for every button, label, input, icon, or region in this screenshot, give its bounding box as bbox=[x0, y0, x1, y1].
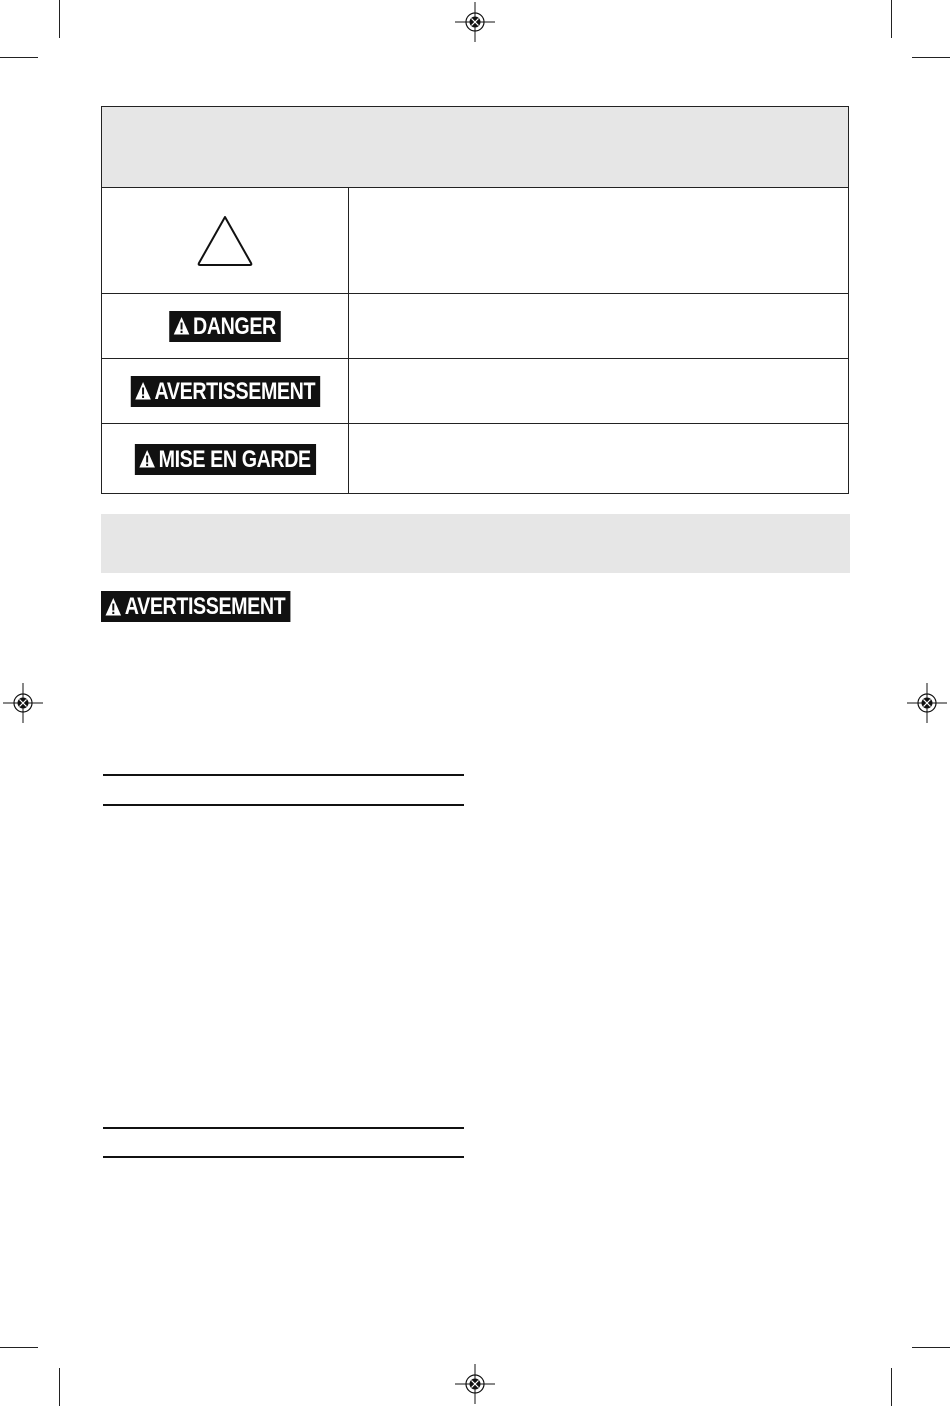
caution-badge bbox=[135, 444, 316, 475]
crop-mark bbox=[0, 1347, 38, 1348]
registration-mark-icon bbox=[907, 683, 947, 723]
signal-word-table bbox=[101, 106, 849, 494]
crop-mark bbox=[59, 1368, 60, 1406]
table-cell-description bbox=[349, 188, 848, 293]
registration-mark-icon bbox=[3, 683, 43, 723]
warning-section-badge-wrap bbox=[101, 591, 309, 622]
warning-triangle-icon bbox=[134, 381, 150, 401]
section-rule bbox=[103, 1156, 464, 1158]
warning-triangle-icon bbox=[139, 449, 155, 469]
crop-mark bbox=[912, 57, 950, 58]
table-cell-description bbox=[349, 424, 848, 494]
table-cell-description bbox=[349, 359, 848, 423]
section-rule bbox=[103, 1127, 464, 1129]
section-rule bbox=[103, 804, 464, 806]
crop-mark bbox=[891, 0, 892, 38]
danger-label: DANGER bbox=[193, 312, 276, 340]
table-row bbox=[102, 294, 848, 359]
warning-triangle-icon bbox=[173, 316, 189, 336]
registration-mark-icon bbox=[455, 1364, 495, 1404]
registration-mark-icon bbox=[455, 2, 495, 42]
warning-badge bbox=[130, 376, 319, 407]
crop-mark bbox=[0, 57, 38, 58]
caution-label: MISE EN GARDE bbox=[158, 445, 311, 473]
crop-mark bbox=[59, 0, 60, 38]
warning-triangle-icon bbox=[105, 597, 121, 617]
table-cell-signal-word bbox=[102, 424, 349, 494]
safety-alert-triangle-icon bbox=[195, 213, 255, 269]
warning-label: AVERTISSEMENT bbox=[154, 377, 315, 405]
crop-mark bbox=[891, 1368, 892, 1406]
section-rule bbox=[103, 774, 464, 776]
table-cell-description bbox=[349, 294, 848, 358]
warning-badge bbox=[101, 591, 290, 622]
warning-label: AVERTISSEMENT bbox=[124, 593, 286, 620]
table-cell-symbol bbox=[102, 188, 349, 293]
danger-badge bbox=[169, 311, 281, 342]
crop-mark bbox=[912, 1347, 950, 1348]
table-row bbox=[102, 188, 848, 294]
table-cell-signal-word bbox=[102, 294, 349, 358]
table-header bbox=[102, 107, 848, 188]
section-heading-band bbox=[101, 514, 850, 573]
table-row bbox=[102, 359, 848, 424]
table-row bbox=[102, 424, 848, 494]
table-cell-signal-word bbox=[102, 359, 349, 423]
